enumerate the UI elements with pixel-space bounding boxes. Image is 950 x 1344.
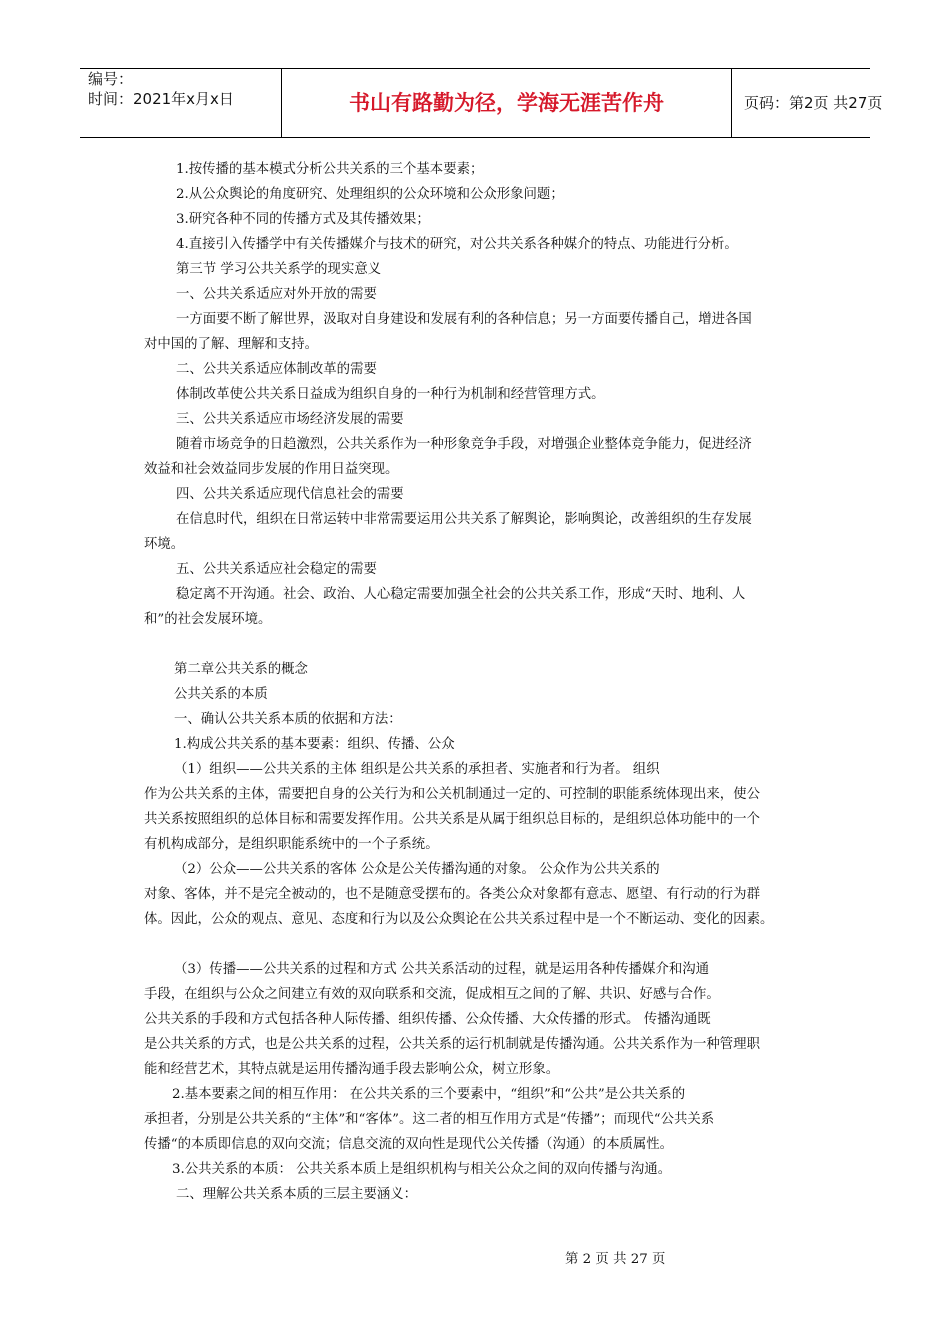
text-line: （1）组织——公共关系的主体 组织是公共关系的承担者、实施者和行为者。 组织 — [174, 762, 660, 777]
text-line: 能和经营艺术，其特点就是运用传播沟通手段去影响公众，树立形象。 — [144, 1062, 560, 1077]
text-line: 1.按传播的基本模式分析公共关系的三个基本要素； — [176, 162, 484, 177]
subsection-heading: 一、公共关系适应对外开放的需要 — [176, 287, 377, 302]
page-footer: 第 2 页 共 27 页 — [565, 1252, 666, 1267]
text-line: （2）公众——公共关系的客体 公众是公关传播沟通的对象。 公众作为公共关系的 — [174, 862, 660, 877]
text-line: 稳定离不开沟通。社会、政治、人心稳定需要加强全社会的公共关系工作，形成“天时、地利、人 — [176, 587, 746, 602]
text-line: 公共关系的手段和方式包括各种人际传播、组织传播、公众传播、大众传播的形式。 传播沟通既 — [144, 1012, 711, 1027]
text-line: 1.构成公共关系的基本要素：组织、传播、公众 — [174, 737, 455, 752]
text-line: 效益和社会效益同步发展的作用日益突现。 — [144, 462, 399, 477]
text-line: 3.研究各种不同的传播方式及其传播效果； — [176, 212, 430, 227]
subsection-heading: 二、理解公共关系本质的三层主要涵义： — [176, 1187, 418, 1202]
text-line: （3）传播——公共关系的过程和方式 公共关系活动的过程，就是运用各种传播媒介和沟通 — [174, 962, 710, 977]
page-header — [80, 68, 883, 138]
header-page-info: 页码：第2页 共27页 — [744, 94, 883, 112]
text-line: 对中国的了解、理解和支持。 — [144, 337, 319, 352]
text-line: 体。因此，公众的观点、意见、态度和行为以及公众舆论在公共关系过程中是一个不断运动、变化的因素。 — [144, 912, 774, 927]
text-line: 在信息时代，组织在日常运转中非常需要运用公共关系了解舆论，影响舆论，改善组织的生存发展 — [176, 512, 752, 527]
chapter-heading: 第二章公共关系的概念 — [174, 662, 308, 677]
text-line: 4.直接引入传播学中有关传播媒介与技术的研究，对公共关系各种媒介的特点、功能进行分析。 — [176, 237, 738, 252]
time-label: 时间：2021年x月x日 — [88, 90, 234, 108]
text-line: 传播“的本质即信息的双向交流；信息交流的双向性是现代公关传播（沟通）的本质属性。 — [144, 1137, 674, 1152]
subsection-heading: 五、公共关系适应社会稳定的需要 — [176, 562, 377, 577]
header-meta — [80, 69, 282, 137]
text-line: 对象、客体，并不是完全被动的，也不是随意受摆布的。各类公众对象都有意志、愿望、有行动的行为群 — [144, 887, 760, 902]
text-line: 有机构成部分，是组织职能系统中的一个子系统。 — [144, 837, 439, 852]
subsection-heading: 四、公共关系适应现代信息社会的需要 — [176, 487, 404, 502]
text-line: 和”的社会发展环境。 — [144, 612, 272, 627]
text-line: 一方面要不断了解世界，汲取对自身建设和发展有利的各种信息；另一方面要传播自己，增进各国 — [176, 312, 752, 327]
header-motto: 书山有路勤为径，学海无涯苦作舟 — [282, 69, 732, 137]
text-line: 3.公共关系的本质： 公共关系本质上是组织机构与相关公众之间的双向传播与沟通。 — [172, 1162, 672, 1177]
text-line: 手段，在组织与公众之间建立有效的双向联系和交流，促成相互之间的了解、共识、好感与合作。 — [144, 987, 720, 1002]
text-line: 是公共关系的方式，也是公共关系的过程，公共关系的运行机制就是传播沟通。公共关系作为一种管理职 — [144, 1037, 760, 1052]
subsection-heading: 三、公共关系适应市场经济发展的需要 — [176, 412, 404, 427]
text-line: 环境。 — [144, 537, 185, 552]
subsection-heading: 一、确认公共关系本质的依据和方法： — [174, 712, 402, 727]
text-line: 体制改革使公共关系日益成为组织自身的一种行为机制和经营管理方式。 — [176, 387, 605, 402]
text-line: 承担者，分别是公共关系的“主体”和“客体”。这二者的相互作用方式是“传播”；而现代“公共关系 — [144, 1112, 715, 1127]
text-line: 随着市场竞争的日趋激烈，公共关系作为一种形象竞争手段，对增强企业整体竞争能力，促进经济 — [176, 437, 752, 452]
text-line: 2.基本要素之间的相互作用： 在公共关系的三个要素中，“组织”和“公共”是公共关系的 — [172, 1087, 686, 1102]
serial-label: 编号： — [88, 70, 134, 88]
subsection-heading: 二、公共关系适应体制改革的需要 — [176, 362, 377, 377]
section-heading: 公共关系的本质 — [174, 687, 268, 702]
text-line: 共关系按照组织的总体目标和需要发挥作用。公共关系是从属于组织总目标的，是组织总体功能中的一个 — [144, 812, 760, 827]
text-line: 2.从公众舆论的角度研究、处理组织的公众环境和公众形象问题； — [176, 187, 564, 202]
section-heading: 第三节 学习公共关系学的现实意义 — [176, 262, 382, 277]
text-line: 作为公共关系的主体，需要把自身的公关行为和公关机制通过一定的、可控制的职能系统体现出来，使公 — [144, 787, 760, 802]
